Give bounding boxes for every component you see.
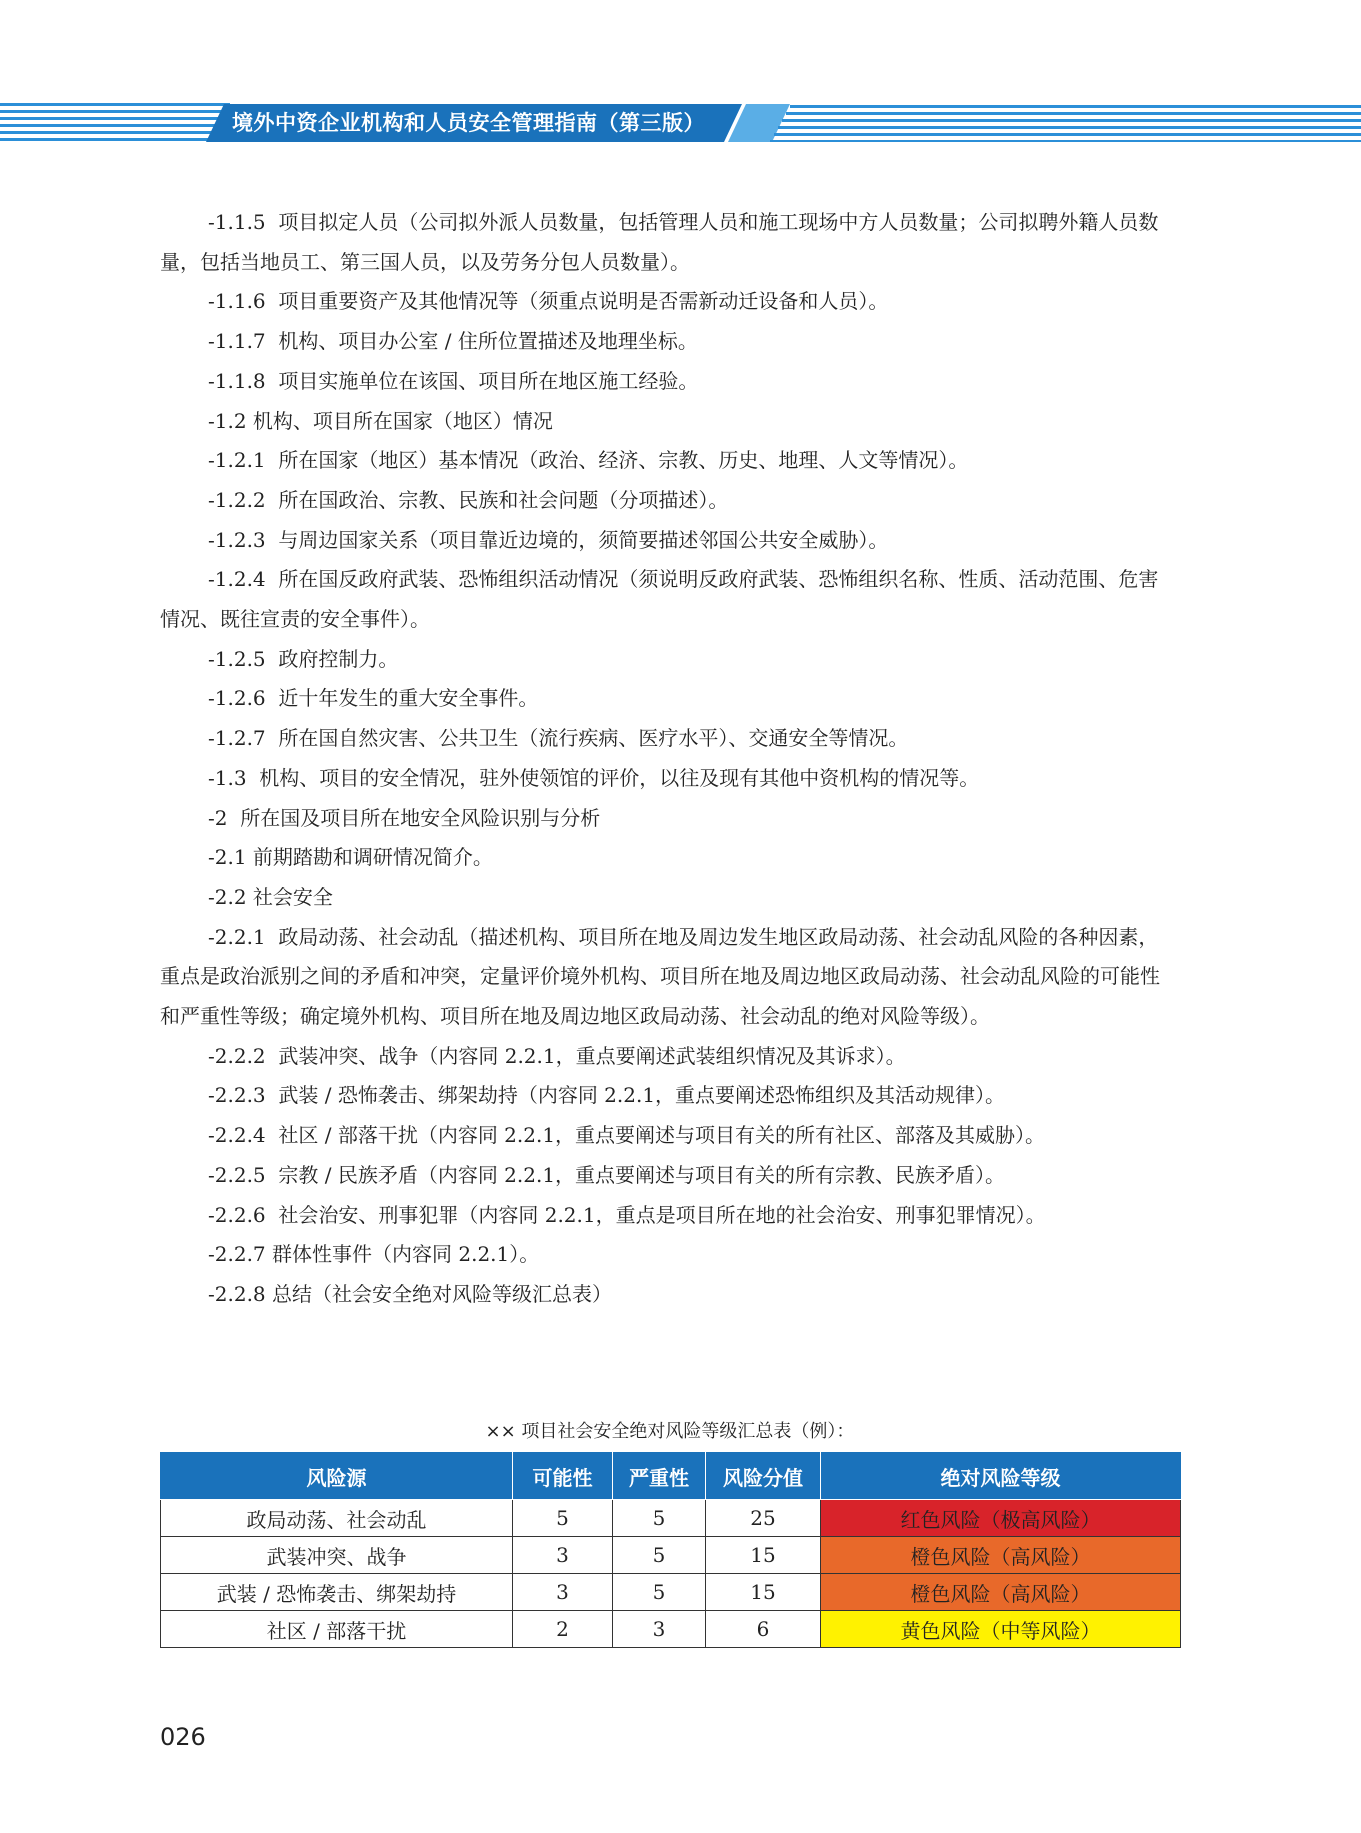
paragraph-2-2-3: -2.2.3 武装 / 恐怖袭击、绑架劫持（内容同 2.2.1，重点要阐述恐怖组织及其活动规律）。 — [208, 1083, 1006, 1108]
header-risk-score: 风险分值 — [706, 1453, 821, 1500]
table-caption: ×× 项目社会安全绝对风险等级汇总表（例）： — [485, 1421, 855, 1442]
paragraph-2-2-4: -2.2.4 社区 / 部落干扰（内容同 2.2.1，重点要阐述与项目有关的所有社区、部落及其威胁）。 — [208, 1123, 1046, 1148]
paragraph-1-1-6: -1.1.6 项目重要资产及其他情况等（须重点说明是否需新动迁设备和人员）。 — [208, 289, 889, 314]
paragraph-1-2-3: -1.2.3 与周边国家关系（项目靠近边境的，须简要描述邻国公共安全威胁）。 — [208, 527, 889, 552]
paragraph-2-2-2: -2.2.2 武装冲突、战争（内容同 2.2.1，重点要阐述武装组织情况及其诉求）。 — [208, 1043, 906, 1068]
paragraph-1-2-6: -1.2.6 近十年发生的重大安全事件。 — [208, 686, 539, 711]
header-risk-source: 风险源 — [161, 1453, 513, 1500]
banner-stripe — [786, 112, 1361, 115]
heading-2: -2 所在国及项目所在地安全风险识别与分析 — [208, 805, 601, 830]
heading-1-2: -1.2 机构、项目所在国家（地区）情况 — [208, 408, 553, 433]
banner-stripe — [782, 119, 1361, 122]
header-absolute-risk-level: 绝对风险等级 — [821, 1453, 1181, 1500]
paragraph-2-2-5: -2.2.5 宗教 / 民族矛盾（内容同 2.2.1，重点要阐述与项目有关的所有宗教、民族矛盾）。 — [208, 1162, 1006, 1187]
banner-stripe — [770, 140, 1361, 142]
cell-risk-score: 15 — [706, 1574, 821, 1611]
cell-risk-level: 橙色风险（高风险） — [821, 1537, 1181, 1574]
paragraph-1-2-1: -1.2.1 所在国家（地区）基本情况（政治、经济、宗教、历史、地理、人文等情况）。 — [208, 448, 969, 473]
cell-risk-source: 社区 / 部落干扰 — [161, 1611, 513, 1648]
cell-risk-score: 25 — [706, 1500, 821, 1537]
page-number: 026 — [160, 1723, 206, 1751]
header-severity: 严重性 — [613, 1453, 706, 1500]
paragraph-1-2-7: -1.2.7 所在国自然灾害、公共卫生（流行疾病、医疗水平）、交通安全等情况。 — [208, 726, 909, 751]
cell-likelihood: 3 — [513, 1574, 613, 1611]
paragraph-1-2-5: -1.2.5 政府控制力。 — [208, 646, 399, 671]
cell-severity: 3 — [613, 1611, 706, 1648]
cell-risk-score: 6 — [706, 1611, 821, 1648]
cell-risk-source: 政局动荡、社会动乱 — [161, 1500, 513, 1537]
table-row — [161, 1574, 1181, 1611]
cell-risk-level: 黄色风险（中等风险） — [821, 1611, 1181, 1648]
table-row — [161, 1611, 1181, 1648]
paragraph-1-1-5: -1.1.5 项目拟定人员（公司拟外派人员数量，包括管理人员和施工现场中方人员数量；公司拟聘外籍人员数量，包括当地员工、第三国人员，以及劳务分包人员数量）。 — [160, 210, 1159, 274]
header-banner — [0, 100, 1361, 146]
banner-stripe — [0, 138, 210, 141]
cell-severity: 5 — [613, 1537, 706, 1574]
cell-risk-level: 红色风险（极高风险） — [821, 1500, 1181, 1537]
table-row — [161, 1500, 1181, 1537]
body-text — [160, 203, 1178, 1315]
cell-risk-source: 武装冲突、战争 — [161, 1537, 513, 1574]
banner-stripe — [778, 126, 1361, 129]
cell-severity: 5 — [613, 1500, 706, 1537]
table-header-row — [161, 1453, 1181, 1500]
banner-stripe — [0, 131, 214, 134]
paragraph-2-2-6: -2.2.6 社会治安、刑事犯罪（内容同 2.2.1，重点是项目所在地的社会治安、刑事犯罪情况）。 — [208, 1202, 1046, 1227]
banner-stripe — [0, 110, 226, 113]
heading-2-2: -2.2 社会安全 — [208, 884, 333, 909]
paragraph-2-2-7: -2.2.7 群体性事件（内容同 2.2.1）。 — [208, 1242, 540, 1267]
banner-stripe — [774, 133, 1361, 136]
paragraph-1-1-7: -1.1.7 机构、项目办公室 / 住所位置描述及地理坐标。 — [208, 329, 698, 354]
paragraph-2-2-1: -2.2.1 政局动荡、社会动乱（描述机构、项目所在地及周边发生地区政局动荡、社会动乱风险的各种因素，重点是政治派别之间的矛盾和冲突，定量评价境外机构、项目所在地及周边地区政局动荡、社会动乱风险的可能性和严重性等级；确定境外机构、项目所在地及周边地区政局动荡、社会动乱的绝对风险等级）。 — [160, 924, 1160, 1029]
cell-likelihood: 2 — [513, 1611, 613, 1648]
banner-stripe — [0, 124, 218, 127]
table-row — [161, 1537, 1181, 1574]
paragraph-1-1-8: -1.1.8 项目实施单位在该国、项目所在地区施工经验。 — [208, 368, 699, 393]
cell-risk-level: 橙色风险（高风险） — [821, 1574, 1181, 1611]
cell-likelihood: 5 — [513, 1500, 613, 1537]
cell-severity: 5 — [613, 1574, 706, 1611]
banner-stripe — [0, 103, 230, 106]
banner-stripe — [0, 117, 222, 120]
document-title: 境外中资企业机构和人员安全管理指南（第三版） — [232, 111, 705, 135]
paragraph-1-2-4: -1.2.4 所在国反政府武装、恐怖组织活动情况（须说明反政府武装、恐怖组织名称、性质、活动范围、危害情况、既往宣责的安全事件）。 — [160, 567, 1159, 632]
cell-risk-source: 武装 / 恐怖袭击、绑架劫持 — [161, 1574, 513, 1611]
paragraph-2-1: -2.1 前期踏勘和调研情况简介。 — [208, 845, 493, 870]
paragraph-1-2-2: -1.2.2 所在国政治、宗教、民族和社会问题（分项描述）。 — [208, 487, 729, 512]
risk-summary-table — [160, 1452, 1181, 1648]
header-likelihood: 可能性 — [513, 1453, 613, 1500]
cell-likelihood: 3 — [513, 1537, 613, 1574]
paragraph-2-2-8: -2.2.8 总结（社会安全绝对风险等级汇总表） — [208, 1281, 613, 1306]
cell-risk-score: 15 — [706, 1537, 821, 1574]
banner-stripe — [790, 105, 1361, 108]
paragraph-1-3: -1.3 机构、项目的安全情况，驻外使领馆的评价，以往及现有其他中资机构的情况等。 — [208, 765, 980, 790]
